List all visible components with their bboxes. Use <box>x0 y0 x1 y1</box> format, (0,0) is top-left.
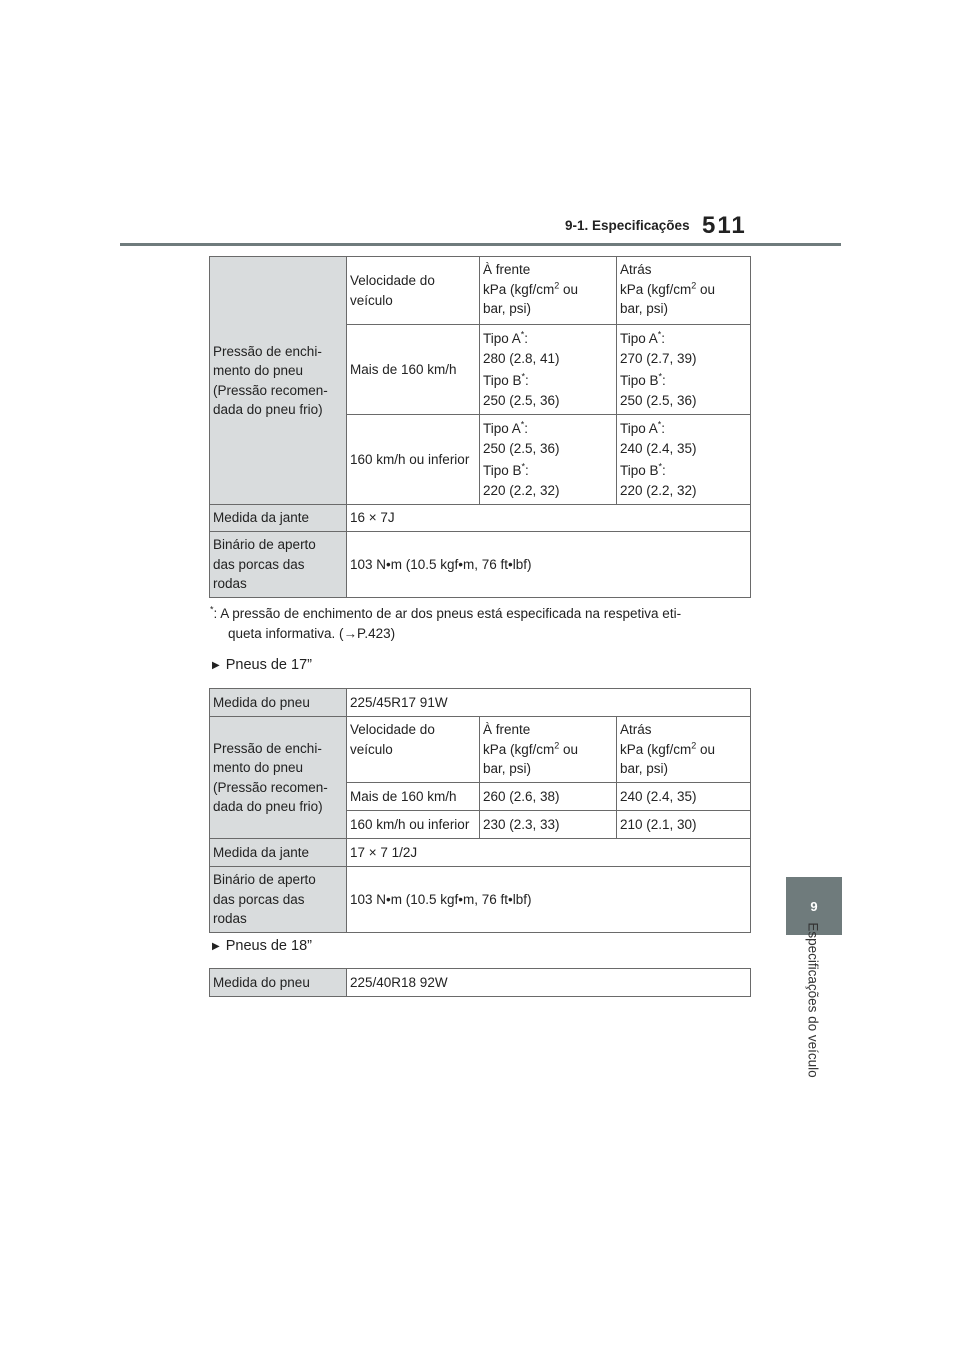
type-label: Tipo A <box>620 421 658 436</box>
header-divider <box>120 243 841 246</box>
superscript: 2 <box>691 740 697 750</box>
footnote-marker: * <box>657 329 662 340</box>
table-row <box>210 839 751 867</box>
front-header-cell <box>480 717 617 783</box>
rear-header-cell <box>617 257 751 325</box>
type-label: Tipo B <box>483 463 522 478</box>
torque-label: Binário de aperto das porcas das rodas <box>213 537 316 591</box>
tire-label: Medida do pneu <box>210 689 347 717</box>
pressure-value: 250 (2.5, 36) <box>620 392 697 408</box>
triangle-bullet-icon: ▶ <box>212 660 220 671</box>
footnote-marker: * <box>210 604 214 615</box>
footnote-marker: * <box>657 419 662 430</box>
speed-header-cell <box>347 717 480 783</box>
type-label: Tipo A <box>620 331 658 346</box>
superscript: 2 <box>554 740 560 750</box>
torque-label: Binário de aperto das porcas das rodas <box>213 872 316 927</box>
rim-label: Medida da jante <box>210 505 347 532</box>
footnote-marker: * <box>520 419 525 430</box>
type-label: Tipo B <box>620 463 659 478</box>
torque-label-cell <box>210 867 347 933</box>
table-row <box>210 532 751 598</box>
speed-header-cell <box>347 257 480 325</box>
rear-pressure-cell: Tipo A*: 240 (2.4, 35) Tipo B*: 220 (2.2, 32) <box>617 415 751 505</box>
torque-value: 103 N•m (10.5 kgf•m, 76 ft•lbf) <box>347 867 751 933</box>
rear-header: Atrás kPa (kgf/cm <box>620 722 692 757</box>
table-row <box>210 689 751 717</box>
torque-label-cell <box>210 532 347 598</box>
front-header-unit: ou bar, psi) <box>483 741 579 776</box>
pressure-label: Pressão de enchi- mento do pneu (Pressão recomen- dada do pneu frio) <box>213 740 328 814</box>
pressure-value: 220 (2.2, 32) <box>483 482 560 498</box>
type-label: Tipo B <box>620 373 659 388</box>
table-row <box>210 505 751 532</box>
tire-value: 225/45R17 91W <box>347 689 751 717</box>
spec-table-17 <box>209 688 751 933</box>
footnote-marker: * <box>658 371 663 382</box>
pressure-label: Pressão de enchi- mento do pneu (Pressão recomen- dada do pneu frio) <box>213 343 328 417</box>
superscript: 2 <box>691 280 697 290</box>
table-row <box>210 867 751 933</box>
front-pressure-cell: Tipo A*: 250 (2.5, 36) Tipo B*: 220 (2.2, 32) <box>480 415 617 505</box>
page-number: 511 <box>702 212 747 239</box>
type-label: Tipo A <box>483 331 521 346</box>
pressure-value: 240 (2.4, 35) <box>620 440 697 456</box>
front-header-cell <box>480 257 617 325</box>
tire-label: Medida do pneu <box>210 969 347 997</box>
footnote-text: : A pressão de enchimento de ar dos pneus está especificada na respetiva eti- <box>213 606 682 621</box>
rear-header-cell <box>617 717 751 783</box>
table-row <box>210 969 751 997</box>
section-heading-18 <box>212 938 312 954</box>
rear-header-unit: ou bar, psi) <box>620 741 716 776</box>
rear-pressure-cell: Tipo A*: 270 (2.7, 39) Tipo B*: 250 (2.5, 36) <box>617 325 751 415</box>
rear-header: Atrás kPa (kgf/cm <box>620 262 692 297</box>
speed-cell: Mais de 160 km/h <box>347 783 480 811</box>
speed-cell: 160 km/h ou inferior <box>347 415 480 505</box>
speed-cell: 160 km/h ou inferior <box>347 811 480 839</box>
spec-table-16 <box>209 256 751 598</box>
type-label: Tipo B <box>483 373 522 388</box>
pressure-value: 220 (2.2, 32) <box>620 482 697 498</box>
rim-label: Medida da jante <box>210 839 347 867</box>
footnote-text-cont: queta informativa. (→P.423) <box>228 626 396 641</box>
pressure-label-cell <box>210 717 347 839</box>
front-pressure-cell: 230 (2.3, 33) <box>480 811 617 839</box>
footnote-marker: * <box>658 461 663 472</box>
footnote <box>210 604 750 644</box>
front-pressure-cell: 260 (2.6, 38) <box>480 783 617 811</box>
section-heading-text: Pneus de 18” <box>225 938 312 954</box>
front-header: À frente kPa (kgf/cm <box>483 722 555 757</box>
rim-value: 17 × 7 1/2J <box>347 839 751 867</box>
torque-value: 103 N•m (10.5 kgf•m, 76 ft•lbf) <box>347 532 751 598</box>
speed-cell: Mais de 160 km/h <box>347 325 480 415</box>
front-pressure-cell: Tipo A*: 280 (2.8, 41) Tipo B*: 250 (2.5, 36) <box>480 325 617 415</box>
footnote-marker: * <box>521 371 526 382</box>
rear-header-unit: ou bar, psi) <box>620 281 716 316</box>
rim-value: 16 × 7J <box>347 505 751 532</box>
pressure-value: 280 (2.8, 41) <box>483 350 560 366</box>
chapter-tab: 9 <box>786 877 842 935</box>
pressure-value: 270 (2.7, 39) <box>620 350 697 366</box>
pressure-value: 250 (2.5, 36) <box>483 392 560 408</box>
superscript: 2 <box>554 280 560 290</box>
speed-header: Velocidade do veículo <box>350 273 435 308</box>
front-header: À frente kPa (kgf/cm <box>483 262 555 297</box>
speed-header: Velocidade do veículo <box>350 722 435 757</box>
pressure-value: 250 (2.5, 36) <box>483 440 560 456</box>
spec-table-18 <box>209 968 751 997</box>
type-label: Tipo A <box>483 421 521 436</box>
rear-pressure-cell: 240 (2.4, 35) <box>617 783 751 811</box>
front-header-unit: ou bar, psi) <box>483 281 579 316</box>
section-title: 9-1. Especificações <box>565 218 690 233</box>
rear-pressure-cell: 210 (2.1, 30) <box>617 811 751 839</box>
section-heading-17 <box>212 657 312 673</box>
pressure-label-cell <box>210 257 347 505</box>
footnote-marker: * <box>521 461 526 472</box>
footnote-marker: * <box>520 329 525 340</box>
tire-value: 225/40R18 92W <box>347 969 751 997</box>
section-heading-text: Pneus de 17” <box>225 657 312 673</box>
triangle-bullet-icon: ▶ <box>212 941 220 952</box>
chapter-label: Especificações do veículo <box>805 922 821 1078</box>
